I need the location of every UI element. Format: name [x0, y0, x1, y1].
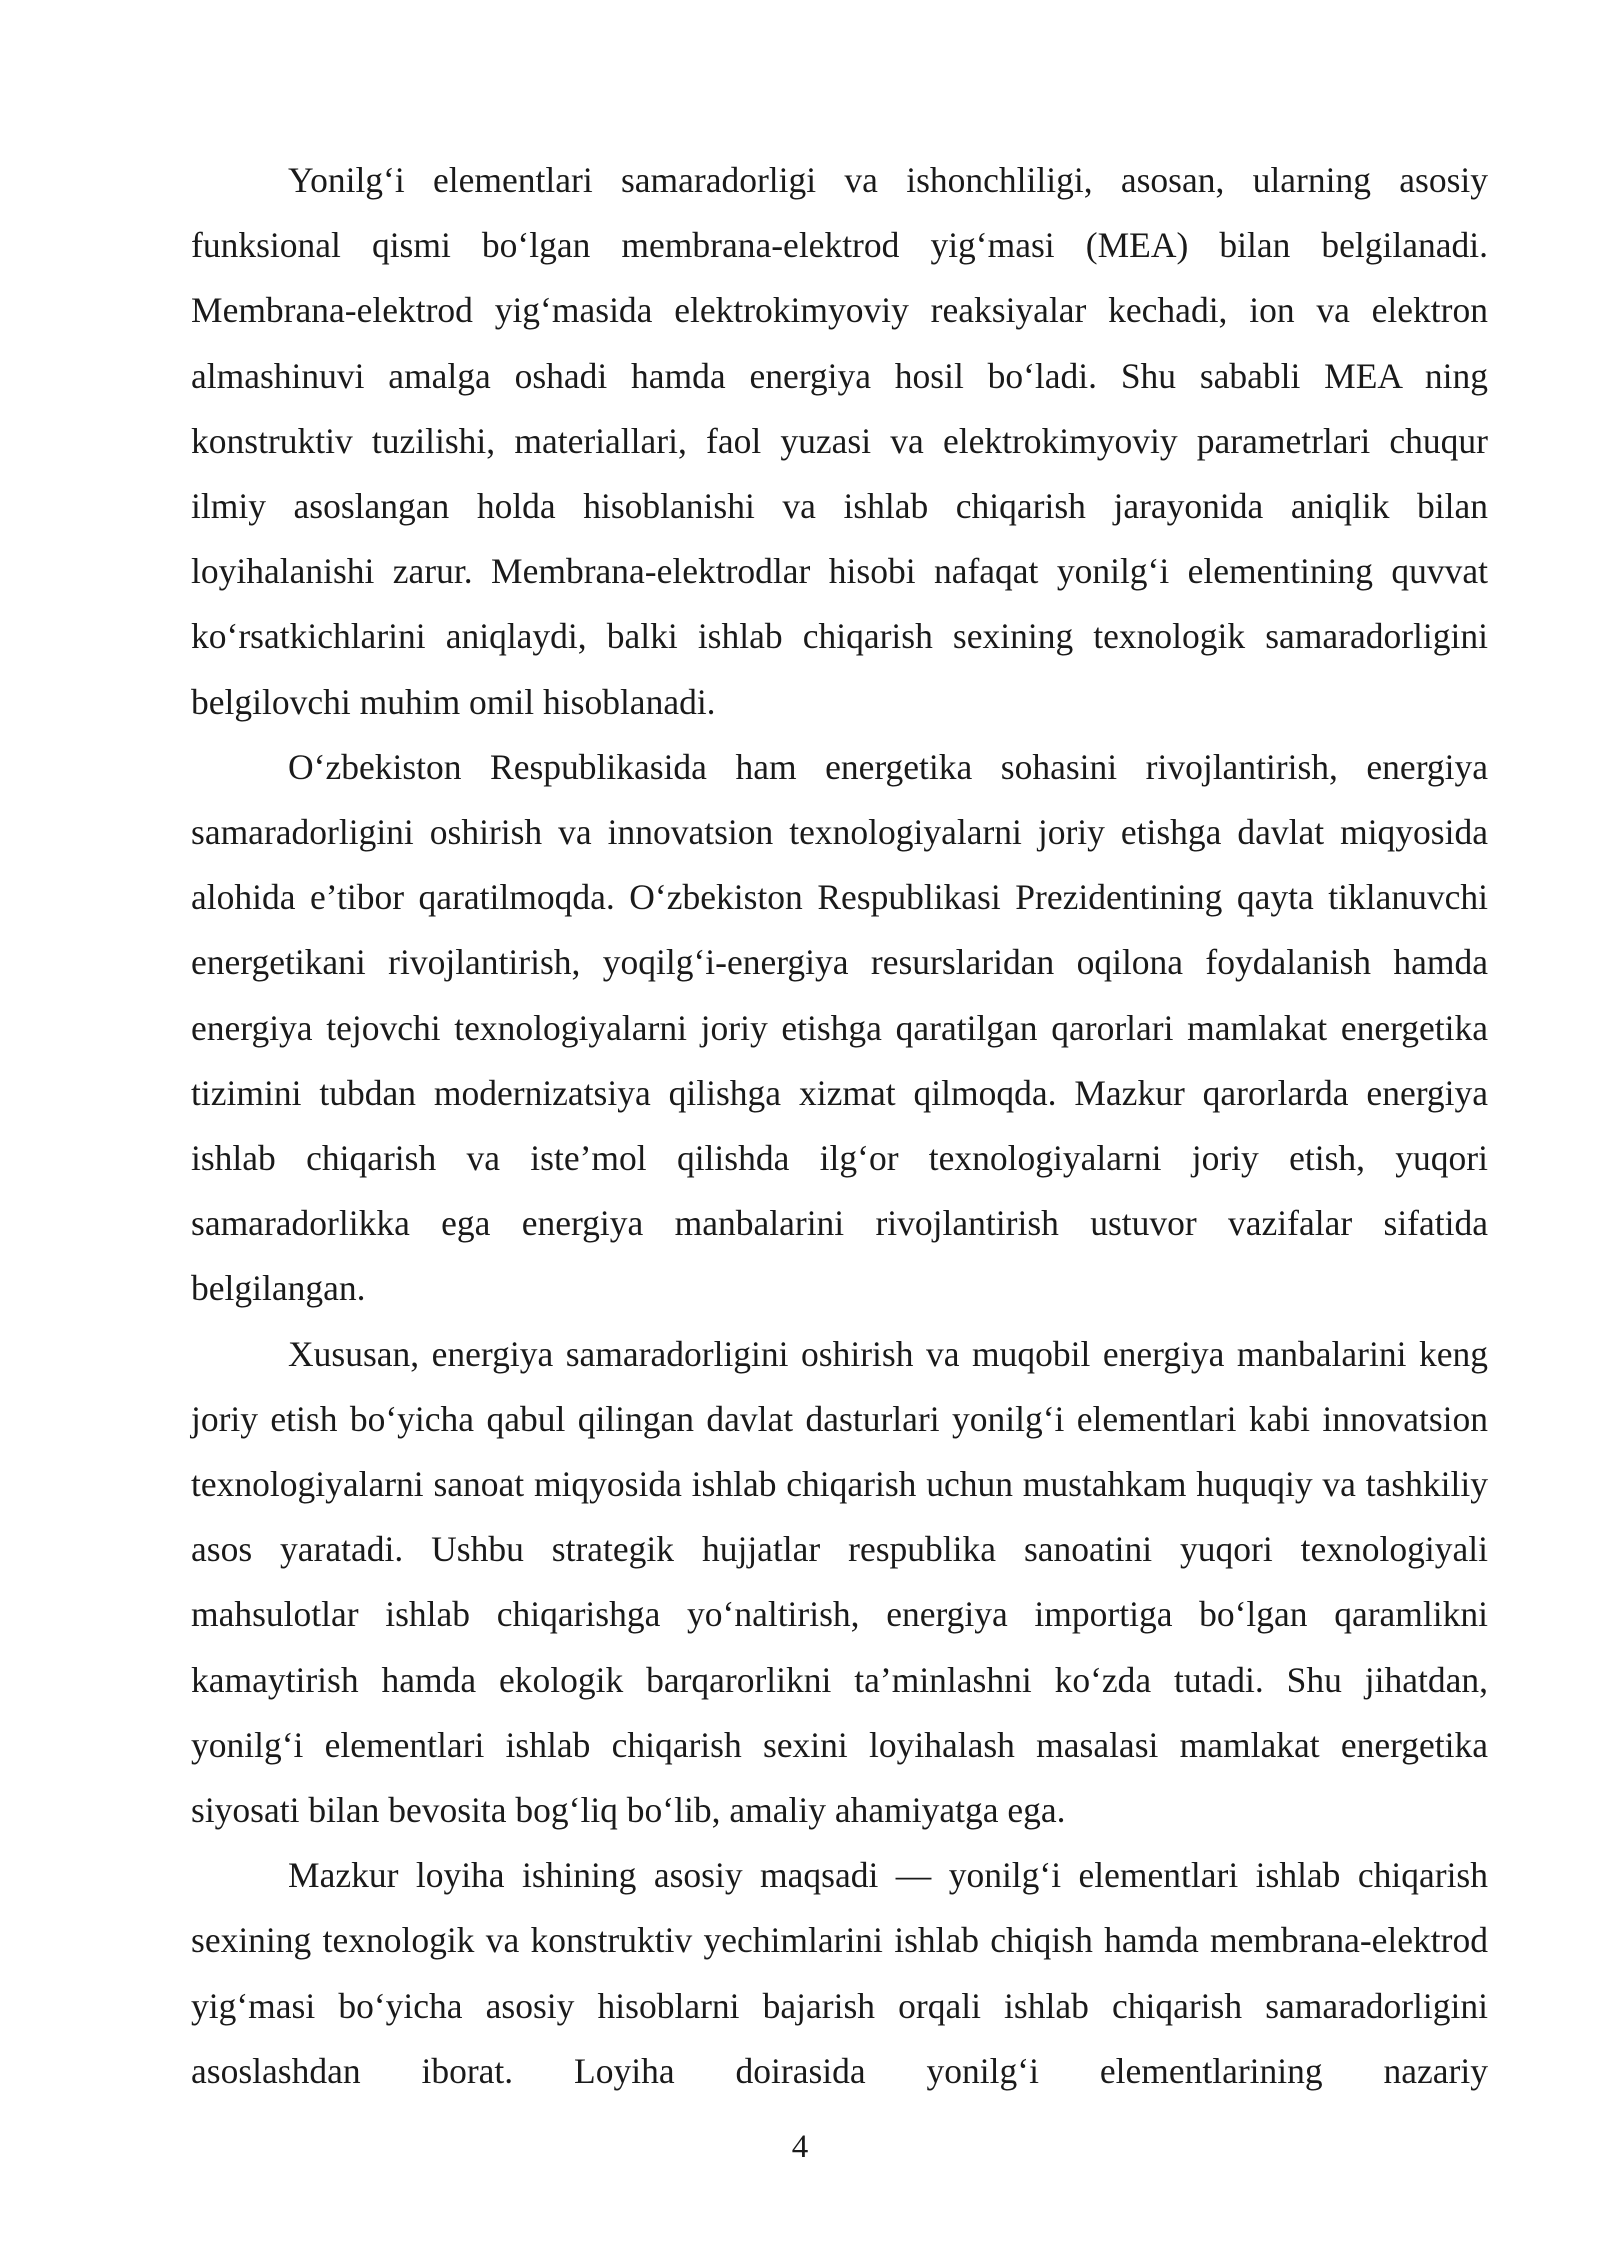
paragraph-state-programs: Xususan, energiya samaradorligini oshirish va muqobil energiya manbalarini keng joriy etish bo‘yicha qabul qilingan davlat dasturlari yonilg‘i elementlari kabi innovatsion texnologiyalarni sanoat miqyosida ishlab chiqarish uchun mustahkam huquqiy va tashkiliy asos yaratadi. Ushbu strategik hujjatlar respublika sanoatini yuqori texnologiyali mahsulotlar ishlab chiqarishga yo‘naltirish, energiya importiga bo‘lgan qaramlikni kamaytirish hamda ekologik barqarorlikni ta’minlashni ko‘zda tutadi. Shu jihatdan, yonilg‘i elementlari ishlab chiqarish sexini loyihalash masalasi mamlakat energetika siyosati bilan bevosita bog‘liq bo‘lib, amaliy ahamiyatga ega.	[191, 1333, 1488, 1831]
paragraph-uzbekistan-energy-policy: O‘zbekiston Respublikasida ham energetika sohasini rivojlantirish, energiya samaradorligini oshirish va innovatsion texnologiyalarni joriy etishga davlat miqyosida alohida e’tibor qaratilmoqda. O‘zbekiston Respublikasi Prezidentining qayta tiklanuvchi energetikani rivojlantirish, yoqilg‘i-energiya resurslaridan oqilona foydalanish hamda energiya tejovchi texnologiyalarni joriy etishga qaratilgan qarorlari mamlakat energetika tizimini tubdan modernizatsiya qilishga xizmat qilmoqda. Mazkur qarorlarda energiya ishlab chiqarish va iste’mol qilishda ilg‘or texnologiyalarni joriy etish, yuqori samaradorlikka ega energiya manbalarini rivojlantirish ustuvor vazifalar sifatida belgilangan.	[191, 746, 1488, 1309]
paragraph-project-goal: Mazkur loyiha ishining asosiy maqsadi — yonilg‘i elementlari ishlab chiqarish sexining texnologik va konstruktiv yechimlarini ishlab chiqish hamda membrana-elektrod yig‘masi bo‘yicha asosiy hisoblarni bajarish orqali ishlab chiqarish samaradorligini asoslashdan iborat. Loyiha doirasida yonilg‘i elementlarining nazariy	[191, 1855, 1488, 2091]
body-text	[191, 148, 1488, 2104]
paragraph-mea-efficiency: Yonilg‘i elementlari samaradorligi va ishonchliligi, asosan, ularning asosiy funksional qismi bo‘lgan membrana-elektrod yig‘masi (MEA) bilan belgilanadi. Membrana-elektrod yig‘masida elektrokimyoviy reaksiyalar kechadi, ion va elektron almashinuvi amalga oshadi hamda energiya hosil bo‘ladi. Shu sababli MEA ning konstruktiv tuzilishi, materiallari, faol yuzasi va elektrokimyoviy parametrlari chuqur ilmiy asoslangan holda hisoblanishi va ishlab chiqarish jarayonida aniqlik bilan loyihalanishi zarur. Membrana-elektrodlar hisobi nafaqat yonilg‘i elementining quvvat ko‘rsatkichlarini aniqlaydi, balki ishlab chiqarish sexining texnologik samaradorligini belgilovchi muhim omil hisoblanadi.	[191, 160, 1488, 722]
page-number: 4	[791, 2129, 809, 2165]
